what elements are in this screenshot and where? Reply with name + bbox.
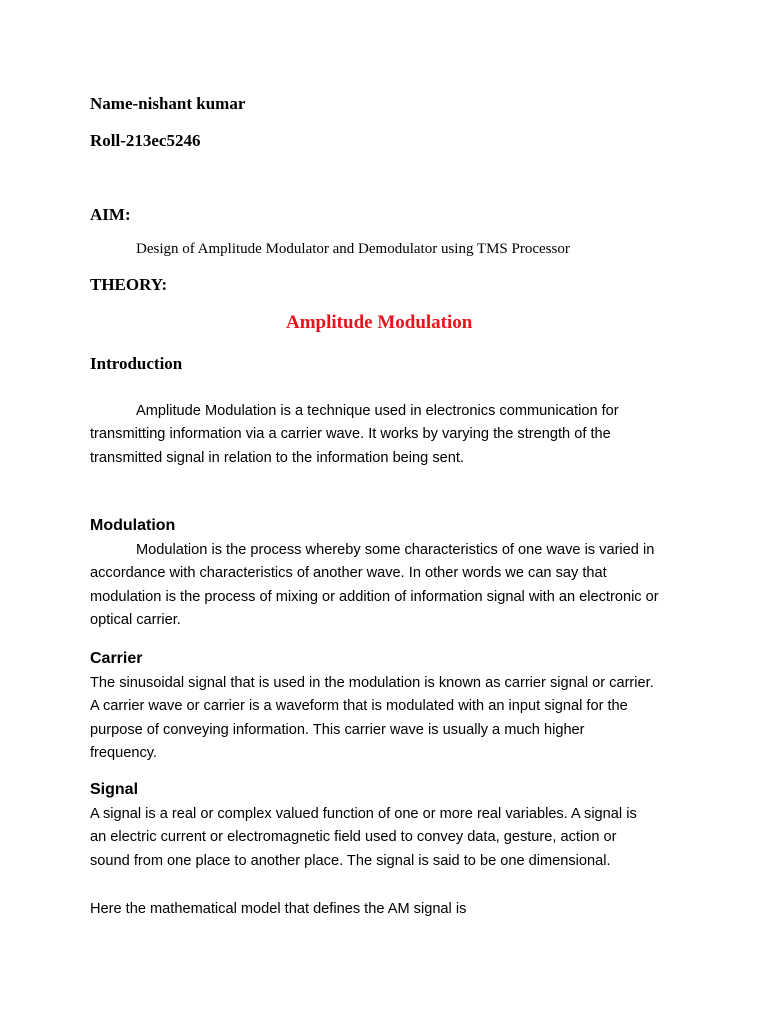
aim-text: Design of Amplitude Modulator and Demodulator using TMS Processor (136, 241, 570, 257)
modulation-line: accordance with characteristics of another wave. In other words we can say that (90, 565, 607, 582)
introduction-paragraph (90, 400, 690, 470)
signal-line: A signal is a real or complex valued function of one or more real variables. A signal is (90, 806, 637, 822)
carrier-line: purpose of conveying information. This carrier wave is usually a much higher (90, 721, 585, 738)
closing-paragraph (90, 898, 690, 921)
roll-number: Roll-213ec5246 (90, 131, 201, 150)
theory-heading: THEORY: (90, 275, 168, 294)
carrier-line: The sinusoidal signal that is used in the modulation is known as carrier signal or carrier. (90, 675, 654, 691)
carrier-heading: Carrier (90, 650, 143, 667)
modulation-line: optical carrier. (90, 612, 181, 629)
carrier-line: A carrier wave or carrier is a waveform that is modulated with an input signal for the (90, 698, 628, 715)
introduction-line: transmitting information via a carrier wave. It works by varying the strength of the (90, 426, 611, 443)
modulation-paragraph (90, 539, 690, 633)
introduction-heading: Introduction (90, 354, 183, 373)
closing-line: Here the mathematical model that defines the AM signal is (90, 901, 467, 917)
signal-heading: Signal (90, 781, 139, 798)
modulation-heading: Modulation (90, 517, 176, 534)
modulation-line: Modulation is the process whereby some characteristics of one wave is varied in (136, 542, 655, 558)
student-name: Name-nishant kumar (90, 94, 246, 113)
carrier-paragraph (90, 672, 690, 766)
signal-paragraph (90, 803, 690, 873)
aim-heading: AIM: (90, 205, 131, 224)
introduction-line: transmitted signal in relation to the information being sent. (90, 449, 464, 466)
signal-line: an electric current or electromagnetic field used to convey data, gesture, action or (90, 829, 617, 846)
modulation-line: modulation is the process of mixing or addition of information signal with an electronic or (90, 588, 659, 605)
introduction-line: Amplitude Modulation is a technique used in electronics communication for (136, 403, 619, 419)
signal-line: sound from one place to another place. The signal is said to be one dimensional. (90, 852, 611, 869)
carrier-line: frequency. (90, 745, 158, 762)
section-title: Amplitude Modulation (286, 312, 473, 333)
